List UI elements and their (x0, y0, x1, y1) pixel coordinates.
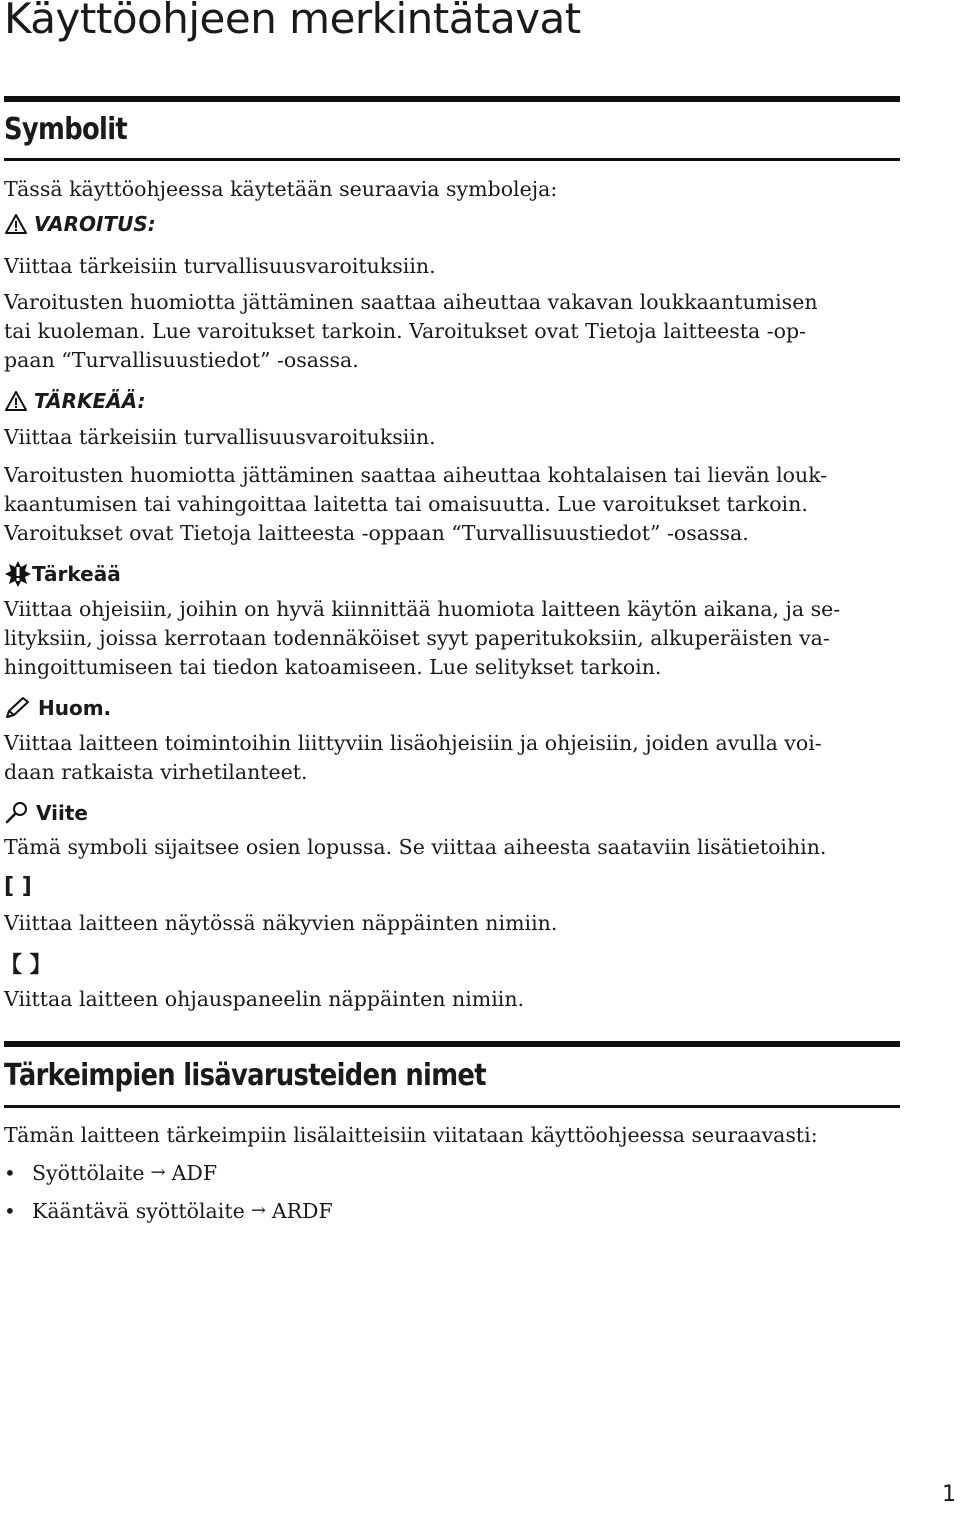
important-text-a: Viittaa ohjeisiin, joihin on hyvä kiinnittää huomiota laitteen käytön aikana, ja se- (4, 597, 841, 621)
arrow-icon: → (250, 1200, 266, 1221)
lenticular-brackets-text: Viittaa laitteen ohjauspaneelin näppäinten nimiin. (4, 987, 525, 1011)
caution-label (4, 389, 145, 413)
caution-text-2a: Varoitusten huomiotta jättäminen saattaa aiheuttaa kohtalaisen tai lievän louk- (4, 463, 828, 487)
list-item (4, 1154, 333, 1192)
list-item (4, 1192, 333, 1230)
important-text-c: hingoittumiseen tai tiedon katoamiseen. Lue selitykset tarkoin. (4, 655, 662, 679)
option-abbrev: ARDF (271, 1199, 333, 1223)
caution-text-1: Viittaa tärkeisiin turvallisuusvaroituksiin. (4, 425, 436, 449)
note-label (4, 696, 111, 720)
page-title: Käyttöohjeen merkintätavat (4, 0, 581, 43)
caution-triangle-icon (4, 390, 28, 412)
caution-label-text: TÄRKEÄÄ: (34, 389, 146, 413)
pencil-icon (4, 696, 32, 720)
section-rule-top (4, 96, 900, 102)
square-brackets-text: Viittaa laitteen näytössä näkyvien näppäinten nimiin. (4, 911, 558, 935)
section-rule-bottom-2 (4, 1105, 900, 1108)
page-number: 1 (942, 1482, 956, 1507)
note-text-a: Viittaa laitteen toimintoihin liittyviin lisäohjeisiin ja ohjeisiin, joiden avulla voi- (4, 731, 822, 755)
lenticular-brackets-label: 【 】 (0, 953, 52, 978)
magnifier-icon (4, 800, 30, 826)
warning-label (4, 212, 156, 236)
section-rule-top-2 (4, 1041, 900, 1047)
option-name: Kääntävä syöttölaite (32, 1199, 245, 1223)
important-label (4, 560, 121, 588)
note-text-b: daan ratkaista virhetilanteet. (4, 760, 308, 784)
reference-label-text: Viite (36, 801, 88, 825)
section-heading-options: Tärkeimpien lisävarusteiden nimet (4, 1058, 486, 1093)
warning-text-2b: tai kuoleman. Lue varoitukset tarkoin. Varoitukset ovat Tietoja laitteesta -op- (4, 319, 807, 343)
options-intro: Tämän laitteen tärkeimpiin lisälaitteisiin viitataan käyttöohjeessa seuraavasti: (4, 1123, 818, 1147)
option-name: Syöttölaite (32, 1161, 145, 1185)
caution-text-2c: Varoitukset ovat Tietoja laitteesta -oppaan “Turvallisuustiedot” -osassa. (4, 521, 749, 545)
warning-triangle-icon (4, 213, 28, 235)
reference-label (4, 800, 88, 826)
warning-text-2a: Varoitusten huomiotta jättäminen saattaa aiheuttaa vakavan loukkaantumisen (4, 290, 818, 314)
note-label-text: Huom. (38, 696, 112, 720)
warning-text-1: Viittaa tärkeisiin turvallisuusvaroituksiin. (4, 254, 436, 278)
important-burst-icon (4, 560, 32, 588)
option-abbrev: ADF (171, 1161, 218, 1185)
options-list (4, 1154, 333, 1230)
important-text-b: lityksiin, joissa kerrotaan todennäköiset syyt paperitukoksiin, alkuperäisten va- (4, 626, 830, 650)
section-rule-bottom (4, 158, 900, 161)
caution-text-2b: kaantumisen tai vahingoittaa laitetta tai omaisuutta. Lue varoitukset tarkoin. (4, 492, 808, 516)
square-brackets-label: [ ] (4, 874, 32, 899)
reference-text: Tämä symboli sijaitsee osien lopussa. Se viittaa aiheesta saataviin lisätietoihin. (4, 835, 827, 859)
bullet: • (4, 1199, 16, 1223)
section-heading-symbols: Symbolit (4, 112, 127, 147)
warning-label-text: VAROITUS: (34, 212, 156, 236)
symbols-intro: Tässä käyttöohjeessa käytetään seuraavia symboleja: (4, 177, 558, 201)
arrow-icon: → (150, 1162, 166, 1183)
important-label-text: Tärkeää (32, 562, 121, 586)
warning-text-2c: paan “Turvallisuustiedot” -osassa. (4, 348, 359, 372)
bullet: • (4, 1161, 16, 1185)
